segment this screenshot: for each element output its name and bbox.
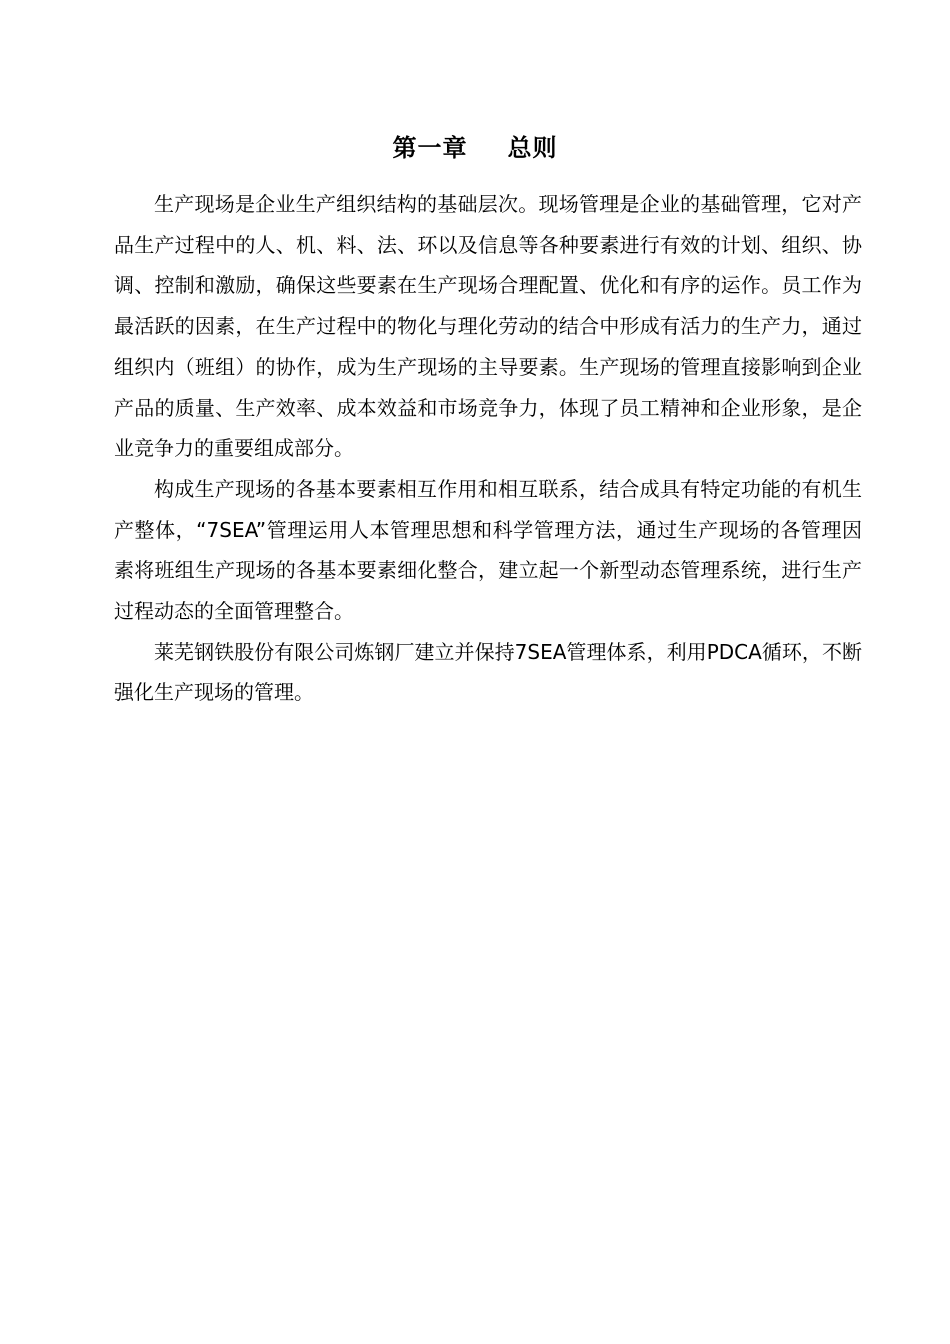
chapter-number: 第一章: [392, 134, 468, 162]
chapter-name: 总则: [507, 134, 558, 162]
chapter-title: [0, 128, 950, 168]
paragraph-1: 生产现场是企业生产组织结构的基础层次。现场管理是企业的基础管理，它对产品生产过程中的人、机、料、法、环以及信息等各种要素进行有效的计划、组织、协调、控制和激励，确保这些要素在生产现场合理配置、优化和有序的运作。员工作为最活跃的因素，在生产过程中的物化与理化劳动的结合中形成有活力的生产力，通过组织内（班组）的协作，成为生产现场的主导要素。生产现场的管理直接影响到企业产品的质量、生产效率、成本效益和市场竞争力，体现了员工精神和企业形象，是企业竞争力的重要组成部分。: [114, 192, 862, 461]
chapter-body: [114, 184, 862, 713]
paragraph-3: 莱芜钢铁股份有限公司炼钢厂建立并保持7SEA管理体系，利用PDCA循环，不断强化生产现场的管理。: [114, 639, 862, 705]
paragraph-2: 构成生产现场的各基本要素相互作用和相互联系，结合成具有特定功能的有机生产整体，“7SEA”管理运用人本管理思想和科学管理方法，通过生产现场的各管理因素将班组生产现场的各基本要素细化整合，建立起一个新型动态管理系统，进行生产过程动态的全面管理整合。: [114, 476, 862, 624]
